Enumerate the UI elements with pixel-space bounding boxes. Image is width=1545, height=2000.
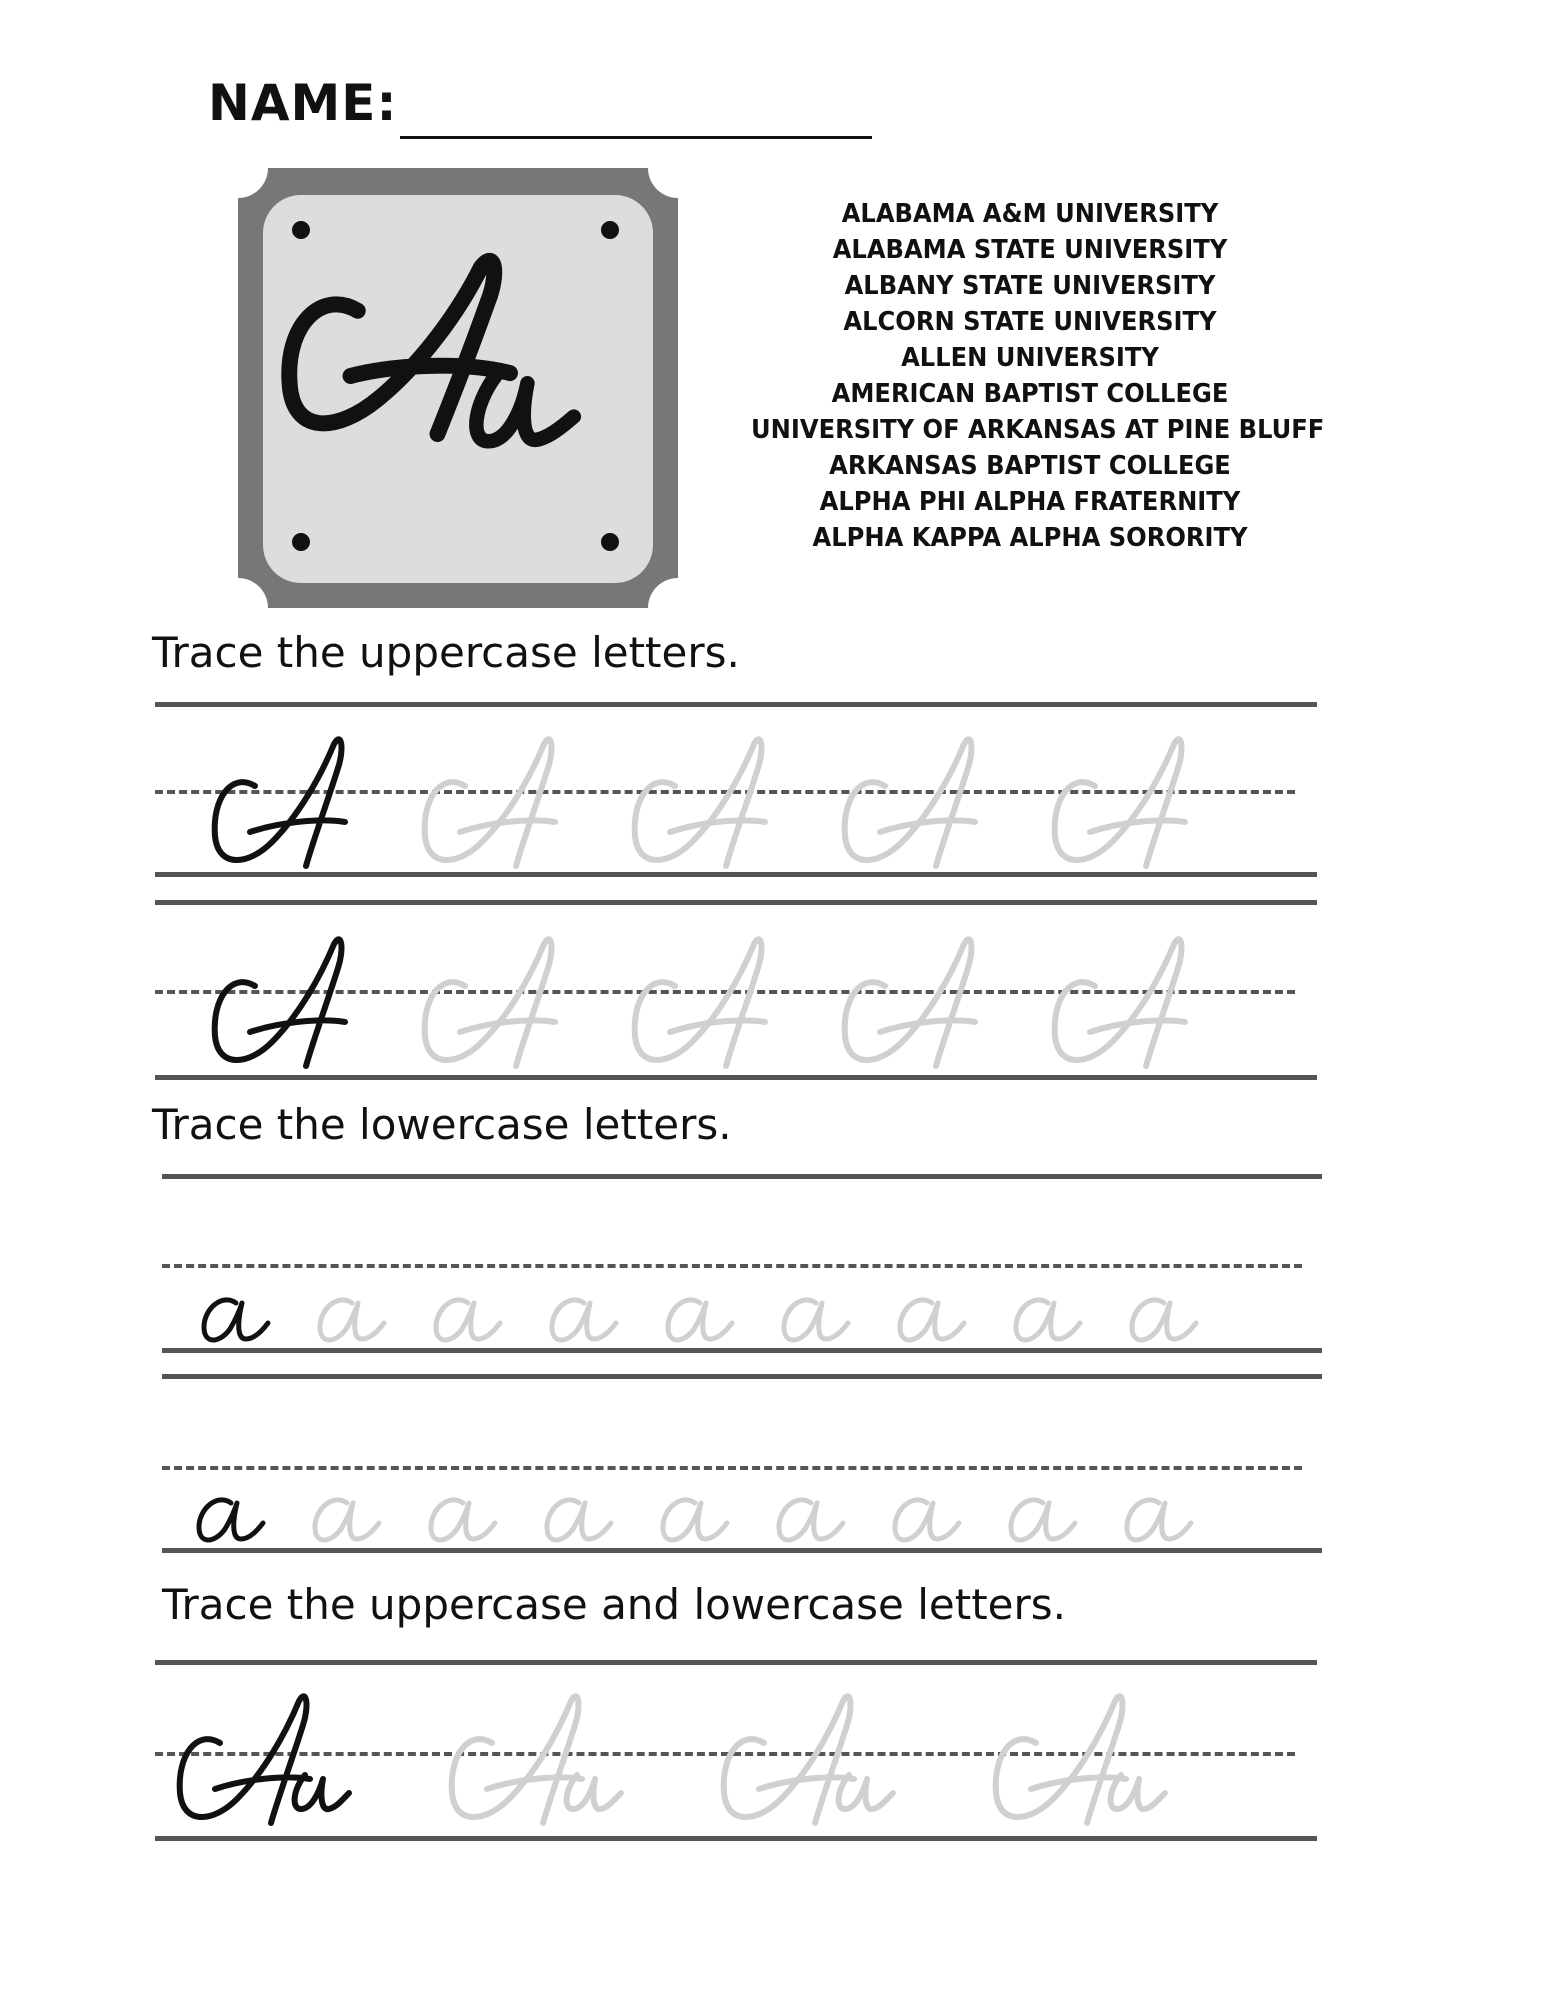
trace-letter-a	[1132, 1300, 1196, 1340]
university-item: ALPHA KAPPA ALPHA SORORITY	[812, 523, 1248, 553]
university-item: AMERICAN BAPTIST COLLEGE	[831, 379, 1229, 409]
trace-letter-A	[845, 739, 975, 866]
trace-letter-a	[1111, 1775, 1165, 1809]
trace-letter-a	[320, 1300, 384, 1340]
university-item: ALPHA PHI ALPHA FRATERNITY	[819, 487, 1241, 517]
university-item: ARKANSAS BAPTIST COLLEGE	[829, 451, 1231, 481]
trace-letter-A	[452, 1696, 582, 1823]
trace-letter-a	[567, 1775, 621, 1809]
trace-letter-A	[996, 1696, 1126, 1823]
mid-dashed-rule	[162, 1466, 1302, 1470]
trace-letter-A	[425, 939, 555, 1066]
mixed-instruction: Trace the uppercase and lowercase letters.	[162, 1580, 1067, 1629]
university-item: ALBANY STATE UNIVERSITY	[844, 271, 1216, 301]
mixed-row[interactable]	[175, 1695, 1275, 1835]
letter-badge	[238, 168, 678, 608]
trace-letter-a	[315, 1500, 379, 1540]
trace-letter-a	[1016, 1300, 1080, 1340]
trace-letter-a	[436, 1300, 500, 1340]
model-letter-A	[215, 939, 345, 1066]
trace-letter-A	[635, 739, 765, 866]
trace-letter-a	[895, 1500, 959, 1540]
bolt-icon	[601, 221, 619, 239]
base-rule	[155, 1075, 1317, 1080]
trace-letter-a	[431, 1500, 495, 1540]
bolt-icon	[292, 533, 310, 551]
trace-letter-a	[547, 1500, 611, 1540]
model-letter-A	[180, 1696, 310, 1823]
lowercase-instruction: Trace the lowercase letters.	[152, 1100, 732, 1149]
trace-letter-A	[635, 939, 765, 1066]
uppercase-instruction: Trace the uppercase letters.	[152, 628, 740, 677]
base-rule	[155, 1836, 1317, 1841]
bolt-icon	[292, 221, 310, 239]
trace-letter-a	[663, 1500, 727, 1540]
top-rule	[162, 1374, 1322, 1379]
uppercase-row[interactable]	[210, 738, 1260, 874]
trace-letter-A	[1055, 739, 1185, 866]
top-rule	[155, 702, 1317, 707]
lowercase-row[interactable]	[200, 1285, 1250, 1349]
trace-letter-A	[425, 739, 555, 866]
model-letter-a	[199, 1500, 263, 1540]
trace-letter-A	[1055, 939, 1185, 1066]
top-rule	[155, 1660, 1317, 1665]
model-letter-A	[215, 739, 345, 866]
name-input-line[interactable]	[400, 136, 872, 139]
uppercase-row[interactable]	[210, 938, 1260, 1074]
trace-letter-a	[1011, 1500, 1075, 1540]
trace-letter-a	[784, 1300, 848, 1340]
model-letter-a	[204, 1300, 268, 1340]
university-item: ALABAMA STATE UNIVERSITY	[832, 235, 1228, 265]
model-letter-a	[295, 1775, 349, 1809]
name-label: NAME:	[208, 74, 398, 132]
top-rule	[155, 900, 1317, 905]
trace-letter-A	[724, 1696, 854, 1823]
trace-letter-A	[845, 939, 975, 1066]
mid-dashed-rule	[162, 1264, 1302, 1268]
university-item: UNIVERSITY OF ARKANSAS AT PINE BLUFF	[751, 415, 1325, 445]
university-item: ALCORN STATE UNIVERSITY	[843, 307, 1217, 337]
top-rule	[162, 1174, 1322, 1179]
trace-letter-a	[668, 1300, 732, 1340]
university-item: ALABAMA A&M UNIVERSITY	[841, 199, 1219, 229]
trace-letter-a	[839, 1775, 893, 1809]
university-item: ALLEN UNIVERSITY	[901, 343, 1159, 373]
bolt-icon	[601, 533, 619, 551]
trace-letter-a	[552, 1300, 616, 1340]
university-list	[751, 196, 1325, 556]
trace-letter-a	[900, 1300, 964, 1340]
trace-letter-a	[1127, 1500, 1191, 1540]
lowercase-row[interactable]	[195, 1485, 1245, 1549]
trace-letter-a	[779, 1500, 843, 1540]
